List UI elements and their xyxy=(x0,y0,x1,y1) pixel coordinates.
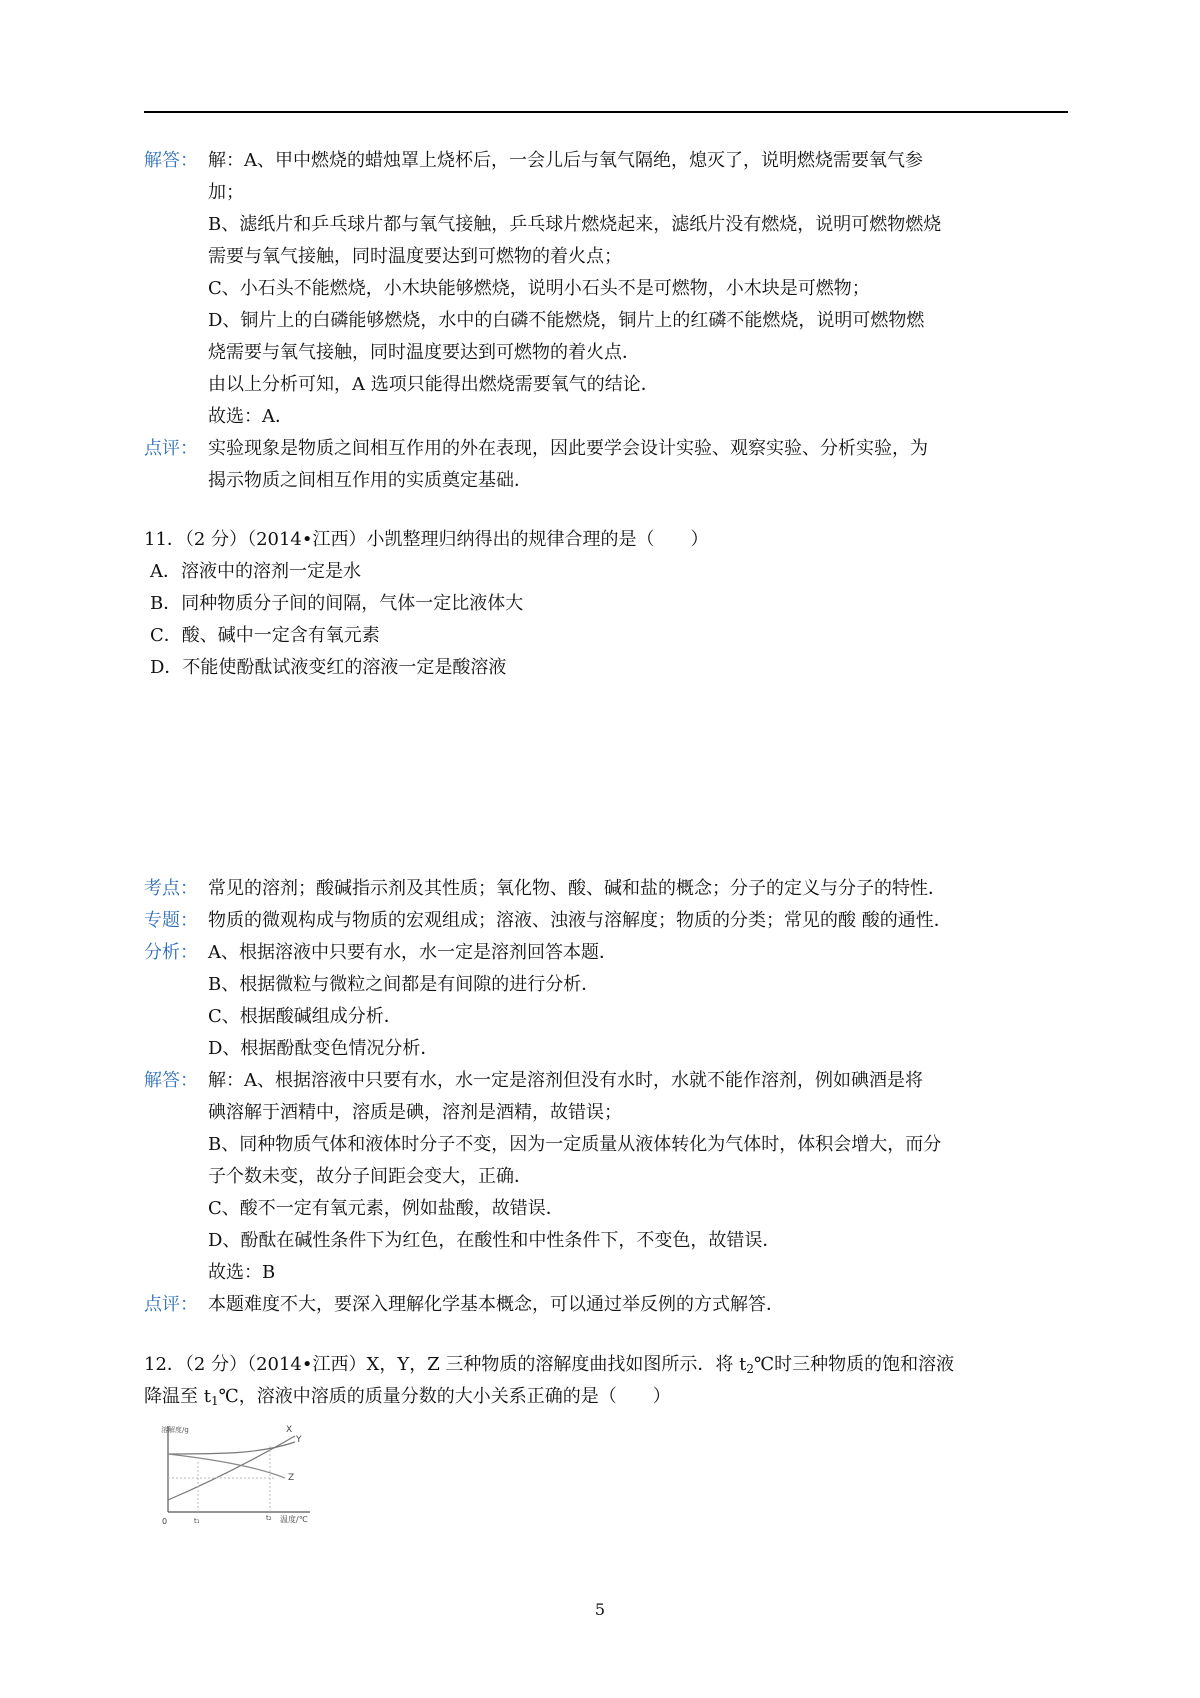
answer-text: 烧需要与氧气接触，同时温度要达到可燃物的着火点． xyxy=(208,342,640,363)
q12-stem-line-2 xyxy=(144,1382,671,1412)
q11-fenxi-line-3 xyxy=(144,1002,1068,1032)
q11-zhuanti xyxy=(144,906,1068,936)
zhuanti-text: 物质的微观构成与物质的宏观组成；溶液、浊液与溶解度；物质的分类；常见的酸 酸的通性． xyxy=(208,910,952,931)
q12-stem-line-1 xyxy=(144,1350,954,1380)
answer-text: C、酸不一定有氧元素，例如盐酸，故错误． xyxy=(208,1198,564,1219)
q10-answer-line-9 xyxy=(144,402,1068,432)
graph-t2: t₂ xyxy=(266,1514,272,1522)
q12-stem-text: 降温至 t xyxy=(144,1386,211,1407)
q10-answer-line-5 xyxy=(144,274,1068,304)
answer-text: 加； xyxy=(208,182,244,203)
comment-label: 点评： xyxy=(144,438,198,459)
q10-answer-line-8 xyxy=(144,370,1068,400)
curve-y xyxy=(168,1442,295,1454)
q11-fenxi-line-4 xyxy=(144,1034,1068,1064)
graph-origin: 0 xyxy=(162,1517,168,1526)
q11-answer-line-3 xyxy=(144,1130,1068,1160)
graph-t1: t₁ xyxy=(194,1517,200,1525)
q12-stem-text: 12．（2 分）（2014•江西）X，Y，Z 三种物质的溶解度曲找如图所示．将 t xyxy=(144,1354,747,1375)
answer-text: 由以上分析可知，A 选项只能得出燃烧需要氧气的结论． xyxy=(208,374,659,395)
answer-text: 需要与氧气接触，同时温度要达到可燃物的着火点； xyxy=(208,246,622,267)
answer-label: 解答： xyxy=(144,1070,198,1091)
graph-label-y: Y xyxy=(296,1435,302,1445)
answer-text: D、铜片上的白磷能够燃烧，水中的白磷不能燃烧，铜片上的红磷不能燃烧，说明可燃物燃 xyxy=(208,310,925,331)
q11-answer-line-7 xyxy=(144,1258,1068,1288)
answer-text: 解：A、根据溶液中只要有水，水一定是溶剂但没有水时，水就不能作溶剂，例如碘酒是将 xyxy=(208,1070,923,1091)
graph-xlabel: 温度/℃ xyxy=(280,1515,308,1524)
q11-option-b: B．同种物质分子间的间隔，气体一定比液体大 xyxy=(150,593,524,614)
subscript: 2 xyxy=(746,1362,755,1376)
answer-label: 解答： xyxy=(144,150,198,171)
q11-answer-line-4 xyxy=(144,1162,1068,1192)
q11-answer-line-5 xyxy=(144,1194,1068,1224)
answer-text: C、小石头不能燃烧，小木块能够燃烧，说明小石头不是可燃物，小木块是可燃物； xyxy=(208,278,870,299)
q12-stem-text: ℃，溶液中溶质的质量分数的大小关系正确的是（ ） xyxy=(218,1386,671,1407)
q11-option-d: D．不能使酚酞试液变红的溶液一定是酸溶液 xyxy=(150,657,507,678)
answer-text: D、酚酞在碱性条件下为红色，在酸性和中性条件下，不变色，故错误． xyxy=(208,1230,781,1251)
graph-label-z: Z xyxy=(288,1473,295,1483)
answer-text: 碘溶解于酒精中，溶质是碘，溶剂是酒精，故错误； xyxy=(208,1102,622,1123)
kaodian-label: 考点： xyxy=(144,878,198,899)
zhuanti-label: 专题： xyxy=(144,910,198,931)
q11-answer-line-1 xyxy=(144,1066,1068,1096)
solubility-graph xyxy=(160,1420,360,1530)
q10-answer-line-7 xyxy=(144,338,1068,368)
header-rule xyxy=(144,111,1068,113)
answer-text: 故选：B xyxy=(208,1262,276,1283)
q11-answer-line-6 xyxy=(144,1226,1068,1256)
answer-text: 解：A、甲中燃烧的蜡烛罩上烧杯后，一会儿后与氧气隔绝，熄灭了，说明燃烧需要氧气参 xyxy=(208,150,923,171)
q10-answer-line-1 xyxy=(144,146,1068,176)
subscript: 1 xyxy=(210,1394,219,1408)
comment-text: 揭示物质之间相互作用的实质奠定基础． xyxy=(208,470,532,491)
comment-label: 点评： xyxy=(144,1294,198,1315)
answer-text: B、滤纸片和乒乓球片都与氧气接触，乒乓球片燃烧起来，滤纸片没有燃烧，说明可燃物燃烧 xyxy=(208,214,942,235)
q11-option-a: A．溶液中的溶剂一定是水 xyxy=(150,561,361,582)
q10-answer-line-6 xyxy=(144,306,1068,336)
q11-option-c: C．酸、碱中一定含有氧元素 xyxy=(150,625,380,646)
q10-answer-line-4 xyxy=(144,242,1068,272)
q11-kaodian xyxy=(144,874,1068,904)
fenxi-label: 分析： xyxy=(144,942,198,963)
q11-comment xyxy=(144,1290,1068,1320)
graph-label-x: X xyxy=(286,1425,293,1435)
fenxi-text: C、根据酸碱组成分析． xyxy=(208,1006,402,1027)
q10-comment-line-1 xyxy=(144,434,1068,464)
fenxi-text: D、根据酚酞变色情况分析． xyxy=(208,1038,439,1059)
q11-fenxi-line-1 xyxy=(144,938,1068,968)
q12-stem-text: ℃时三种物质的饱和溶液 xyxy=(754,1354,955,1375)
q10-answer-line-3 xyxy=(144,210,1068,240)
q10-answer-line-2 xyxy=(144,178,1068,208)
answer-text: B、同种物质气体和液体时分子不变，因为一定质量从液体转化为气体时，体积会增大，而分 xyxy=(208,1134,942,1155)
q11-fenxi-line-2 xyxy=(144,970,1068,1000)
comment-text: 实验现象是物质之间相互作用的外在表现，因此要学会设计实验、观察实验、分析实验，为 xyxy=(208,438,928,459)
curve-z xyxy=(168,1454,285,1478)
kaodian-text: 常见的溶剂；酸碱指示剂及其性质；氧化物、酸、碱和盐的概念；分子的定义与分子的特性． xyxy=(208,878,946,899)
comment-text: 本题难度不大，要深入理解化学基本概念，可以通过举反例的方式解答． xyxy=(208,1294,784,1315)
q11-stem: 11．（2 分）（2014•江西）小凯整理归纳得出的规律合理的是（ ） xyxy=(144,529,709,550)
fenxi-text: A、根据溶液中只要有水，水一定是溶剂回答本题． xyxy=(208,942,617,963)
fenxi-text: B、根据微粒与微粒之间都是有间隙的进行分析． xyxy=(208,974,600,995)
q10-comment-line-2 xyxy=(144,466,1068,496)
page-number: 5 xyxy=(594,1600,606,1619)
answer-text: 子个数未变，故分子间距会变大，正确． xyxy=(208,1166,532,1187)
curve-x xyxy=(168,1436,295,1500)
answer-text: 故选：A． xyxy=(208,406,293,427)
graph-ylabel: 溶解度/g xyxy=(161,1426,189,1434)
q11-answer-line-2 xyxy=(144,1098,1068,1128)
